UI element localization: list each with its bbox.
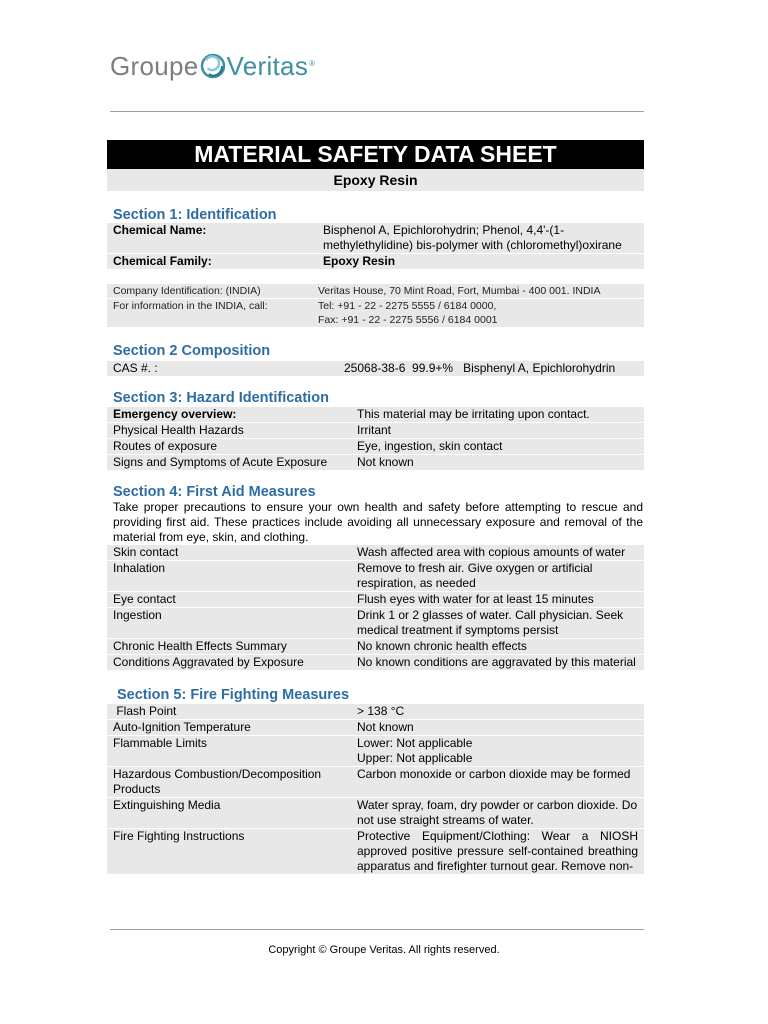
table-row	[107, 223, 644, 254]
row-label: Inhalation	[107, 561, 351, 592]
table-row	[107, 423, 644, 439]
registered-mark: ®	[309, 58, 316, 68]
row-value: No known chronic health effects	[351, 639, 644, 655]
table-row	[107, 592, 644, 608]
table-row	[107, 254, 644, 270]
table-row	[107, 361, 644, 377]
flammable-upper: Upper: Not applicable	[357, 751, 473, 765]
row-value: 25068-38-6 99.9+% Bisphenyl A, Epichlorohydrin	[338, 361, 644, 377]
row-value: Drink 1 or 2 glasses of water. Call physician. Seek medical treatment if symptoms persist	[351, 608, 644, 639]
document-body	[107, 140, 644, 875]
row-value: Water spray, foam, dry powder or carbon dioxide. Do not use straight streams of water.	[351, 798, 644, 829]
row-label: Chemical Name:	[107, 223, 317, 254]
flammable-lower: Lower: Not applicable	[357, 736, 473, 750]
row-label: For information in the INDIA, call:	[107, 299, 312, 328]
table-row	[107, 829, 644, 875]
row-label: Flammable Limits	[107, 736, 351, 767]
row-label: Emergency overview:	[107, 407, 351, 423]
table-row	[107, 407, 644, 423]
section5-table	[107, 704, 644, 875]
section4-table	[107, 545, 644, 671]
table-row	[107, 439, 644, 455]
row-label: CAS #. :	[107, 361, 338, 377]
row-value: This material may be irritating upon contact.	[351, 407, 644, 423]
row-label: Routes of exposure	[107, 439, 351, 455]
row-label: Skin contact	[107, 545, 351, 561]
table-row	[107, 608, 644, 639]
row-label: Ingestion	[107, 608, 351, 639]
row-value	[312, 299, 644, 328]
row-value: Bisphenol A, Epichlorohydrin; Phenol, 4,4'-(1-methylethylidine) bis-polymer with (chloromethyl)oxirane	[317, 223, 644, 254]
row-value: Irritant	[351, 423, 644, 439]
section4-heading: Section 4: First Aid Measures	[113, 484, 316, 500]
section1-heading: Section 1: Identification	[113, 207, 277, 223]
row-label: Eye contact	[107, 592, 351, 608]
table-row	[107, 704, 644, 720]
row-label: Extinguishing Media	[107, 798, 351, 829]
row-label: Chronic Health Effects Summary	[107, 639, 351, 655]
table-row	[107, 798, 644, 829]
phone-line: Tel: +91 - 22 - 2275 5555 / 6184 0000,	[318, 300, 497, 312]
swirl-emblem-icon	[200, 48, 226, 84]
row-value: Epoxy Resin	[317, 254, 644, 270]
row-label: Conditions Aggravated by Exposure	[107, 655, 351, 671]
copyright-footer: Copyright © Groupe Veritas. All rights reserved.	[268, 944, 500, 956]
row-value: Protective Equipment/Clothing: Wear a NIOSH approved positive pressure self-contained breathing apparatus and firefighter turnout gear. Remove non-	[351, 829, 644, 875]
footer-divider	[110, 929, 644, 930]
table-row	[107, 736, 644, 767]
row-value: Eye, ingestion, skin contact	[351, 439, 644, 455]
row-label: Flash Point	[107, 704, 351, 720]
row-value: Not known	[351, 455, 644, 471]
table-row	[107, 455, 644, 471]
row-value: Veritas House, 70 Mint Road, Fort, Mumbai - 400 001. INDIA	[312, 284, 644, 299]
row-value: Flush eyes with water for at least 15 minutes	[351, 592, 644, 608]
company-table	[107, 284, 644, 328]
section1-table	[107, 223, 644, 270]
row-value: Remove to fresh air. Give oxygen or artificial respiration, as needed	[351, 561, 644, 592]
fax-line: Fax: +91 - 22 - 2275 5556 / 6184 0001	[318, 314, 498, 326]
row-label: Hazardous Combustion/Decomposition Products	[107, 767, 351, 798]
document-subtitle: Epoxy Resin	[107, 169, 644, 191]
row-value: > 138 °C	[351, 704, 644, 720]
row-label: Signs and Symptoms of Acute Exposure	[107, 455, 351, 471]
table-row	[107, 639, 644, 655]
row-label: Fire Fighting Instructions	[107, 829, 351, 875]
row-value: Wash affected area with copious amounts of water	[351, 545, 644, 561]
groupe-veritas-logo	[110, 44, 315, 88]
logo-word-veritas: Veritas	[226, 50, 309, 81]
section2-heading: Section 2 Composition	[113, 343, 271, 359]
section3-table	[107, 407, 644, 471]
row-value: No known conditions are aggravated by this material	[351, 655, 644, 671]
header-divider	[110, 111, 644, 112]
row-label: Physical Health Hazards	[107, 423, 351, 439]
document-title: MATERIAL SAFETY DATA SHEET	[107, 140, 644, 169]
logo-word-groupe: Groupe	[110, 50, 199, 81]
section4-intro: Take proper precautions to ensure your own health and safety before attempting to rescue and providing first aid. These practices include avoiding all unnecessary exposure and removal of the material from eye, skin, and clothing.	[113, 500, 643, 544]
row-label: Company Identification: (INDIA)	[107, 284, 312, 299]
table-row	[107, 545, 644, 561]
row-value: Carbon monoxide or carbon dioxide may be formed	[351, 767, 644, 798]
table-row	[107, 655, 644, 671]
table-row	[107, 720, 644, 736]
table-row	[107, 284, 644, 299]
row-value	[351, 736, 644, 767]
row-value: Not known	[351, 720, 644, 736]
row-label: Chemical Family:	[107, 254, 317, 270]
section2-table	[107, 361, 644, 377]
section3-heading: Section 3: Hazard Identification	[113, 390, 329, 406]
section5-heading: Section 5: Fire Fighting Measures	[117, 687, 350, 703]
table-row	[107, 767, 644, 798]
table-row	[107, 299, 644, 328]
table-row	[107, 561, 644, 592]
row-label: Auto-Ignition Temperature	[107, 720, 351, 736]
